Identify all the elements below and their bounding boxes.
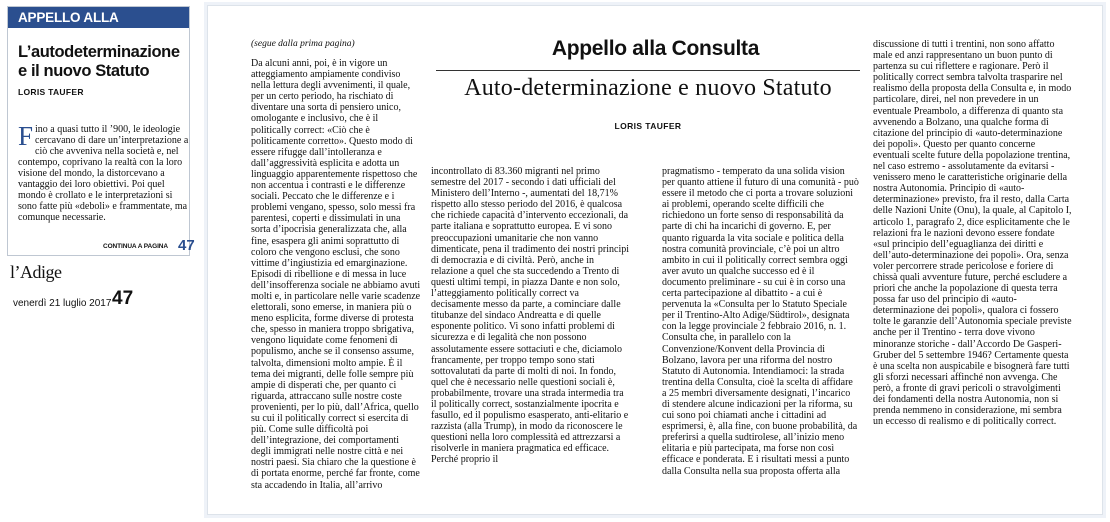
article-column-3: pragmatismo - temperato da una solida vision per quanto attiene il futuro di una comunità - può essere il metodo che ci porta a trovare soluzioni ai problemi, operando scelte difficili che richiedono un forte senso di responsabilità da parte di chi ha incarichi di governo. E, per quanto riguarda la vita sociale e politica della nostra comunità provinciale, c’è poi un altro ambito in cui il politically correct sembra oggi aver avuto un qualche successo ed è il documento preliminare - su cui è in corso una certa partecipazione al dibattito - a cui è pervenuta la «Consulta per lo Statuto Speciale per il Trentino-Alto Adige/Südtirol», designata con la legge provinciale 2 febbraio 2016, n. 1. Consulta che, in parallelo con la Convenzione/Konvent della Provincia di Bolzano, lavora per una riforma del nostro Statuto di Autonomia. Intendiamoci: la strada trentina della Consulta, cioè la scelta di affidare a 25 membri diversamente designati, l’incarico di stendere alcune indicazioni per la riforma, su cui sono poi chiamati anche i cittadini ad esprimersi, è, alla fine, con buone probabilità, da preferirsi a quella sudtirolese, all’inizio meno elitaria e più partecipata, ma forse non così efficace e ponderata. E i risultati messi a punto dalla Consulta nella sua proposta offerta alla (662, 166, 859, 477)
teaser-summary-text: ino a quasi tutto il ’900, le ideologie cercavano di dare un’interpretazione a ciò che avveniva nella società e, nel contempo, coprivano la realtà con la loro visione del mondo, la distorcevano a vantaggio dei loro obiettivi. Poi quel mondo è crollato e le interpretazioni si sono fatte più «deboli» e frammentate, ma comunque necessarie. (18, 124, 189, 223)
teaser-author: LORIS TAUFER (18, 87, 84, 97)
article-author: LORIS TAUFER (614, 121, 682, 131)
headline-divider (436, 70, 860, 71)
article-headline: Auto-determinazione e nuovo Statuto (464, 75, 832, 101)
article-column-2: incontrollato di 83.360 migranti nel primo semestre del 2017 - secondo i dati ufficiali del Ministero dell’Interno -, aumentati del 18,71% rispetto allo stesso periodo del 2016, è qualcosa che richiede capacità d’intervento eccezionali, da parte italiana e soprattutto europea. E vi sono preoccupazioni umanitarie che non vanno dimenticate, pena il tradimento dei nostri principi di democrazia e di civiltà. Però, anche in relazione a quel che sta succedendo a Trento di questi ultimi tempi, in piazza Dante e non solo, l’atteggiamento politically correct va decisamente messo da parte, a cominciare dalle titubanze del sindaco Andreatta e di quelle esponente politico. Vi sono infatti problemi di sicurezza e di legalità che non possono assolutamente essere sottaciuti e che, diciamolo francamente, per troppo tempo sono stati sottovalutati da parte di molti di noi. In fondo, quel che è necessario nelle questioni sociali è, probabilmente, trovare una strada intermedia tra il politically correct, sostanzialmente ipocrita e fasullo, ed il populismo esasperato, anti-elitario e razzista (alla Trump), in modo da riconoscere le questioni nella loro complessità ed attrezzarsi a risolverle in maniera pragmatica ed efficace. Perché proprio il (431, 166, 629, 466)
page-number: 47 (112, 288, 134, 309)
drop-cap: F (18, 121, 34, 151)
publication-date: venerdì 21 luglio 2017 (13, 298, 112, 309)
continued-note: (segue dalla prima pagina) (251, 39, 355, 49)
article-column-1: Da alcuni anni, poi, è in vigore un atteggiamento ampiamente condiviso nella lettura degli avvenimenti, il quale, per un certo periodo, ha rischiato di diventare una sorta di pensiero unico, omologante e inclusivo, che è il politically correct: «Ciò che è politicamente corretto». Questo modo di essere rifugge dall’intolleranza e dall’aggressività esplicita e adotta un linguaggio apparentemente rispettoso che non accentua i contrasti e le differenze sociali. Peccato che le differenze e i problemi vengano, spesso, solo messi fra parentesi, coperti e dissimulati in una sorta d’ipocrisia generalizzata che, alla fine, esaspera gli animi soprattutto di coloro che vengono esclusi, che sono vittime d’ingiustizia ed emarginazione. Episodi di ribellione e di messa in luce dell’insofferenza sociale ne abbiamo avuti molti e, in particolare nelle varie scadenze elettorali, sono emerse, in maniera più o meno esplicita, forme diverse di protesta che, spesso in maniera troppo sbrigativa, vengono liquidate come fenomeni di populismo, anche se il consenso assume, talvolta, dimensioni molto ampie. È il tema dei migranti, delle folle sempre più ampie di disperati che, per quanto ci riguarda, attraccano sulle nostre coste provenienti, per lo più, dall’Africa, quello su cui il politically correct si esercita di più. Come sulle difficoltà poi dell’integrazione, dei comportamenti degli immigrati nelle nostre città e nei nostri paesi. Sia chiaro che la questione è di portata enorme, perché far fronte, come sta accadendo in Italia, all’arrivo (251, 58, 421, 491)
continue-label: CONTINUA A PAGINA (103, 243, 168, 250)
teaser-summary (18, 121, 189, 223)
newspaper-name: l’Adige (10, 262, 62, 282)
section-banner: APPELLO ALLA CONSULTA (8, 7, 189, 28)
article-kicker: Appello alla Consulta (551, 37, 760, 60)
article-column-4: discussione di tutti i trentini, non sono affatto male ed anzi rappresentano un buon punto di partenza su cui riflettere e ragionare. Però il politically correct sembra talvolta trasparire nel realismo della proposta della Consulta e, in modo particolare, direi, nel non prevedere in un eventuale Preambolo, a differenza di quanto sta avvenendo a Bolzano, una qualche forma di citazione del principio di «auto-determinazione dei popoli». Questo per quanto concerne eventuali scelte future della popolazione trentina, nel caso estremo - assolutamente da evitarsi - venissero meno le caratteristiche originarie della nostra Autonomia. Principio di «auto-determinazione» previsto, fra il resto, dalla Carta delle Nazioni Unite (Onu), la quale, al Capitolo I, articolo 1, paragrafo 2, dice esplicitamente che le relazioni fra le nazioni devono essere fondate «sul principio dell’eguaglianza dei diritti e dell’auto-determinazione dei popoli». Ora, senza voler percorrere strade pericolose e foriere di chissà quali avventure future, perché escludere a priori che anche la popolazione di questa terra possa far uso del principio di «auto-determinazione dei popoli», qualora ci fossero tolte le garanzie dell’Autonomia speciale previste anche per il Trentino - terra dove vivono minoranze storiche - dall’Accordo De Gasperi-Gruber del 5 settembre 1946? Certamente questa è una scelta non auspicabile e bisognerà fare tutti gli sforzi necessari affinché non avvenga. Che però, a fronte di gravi pericoli o stravolgimenti dei fondamenti della nostra Autonomia, non si prenda nemmeno in considerazione, mi sembra un eccesso di realismo e di politically correct. (873, 39, 1072, 428)
article-page (207, 5, 1103, 515)
front-page-teaser (7, 6, 195, 256)
continue-page-number: 47 (178, 237, 195, 254)
teaser-title: L’autodeterminazione e il nuovo Statuto (18, 43, 180, 80)
